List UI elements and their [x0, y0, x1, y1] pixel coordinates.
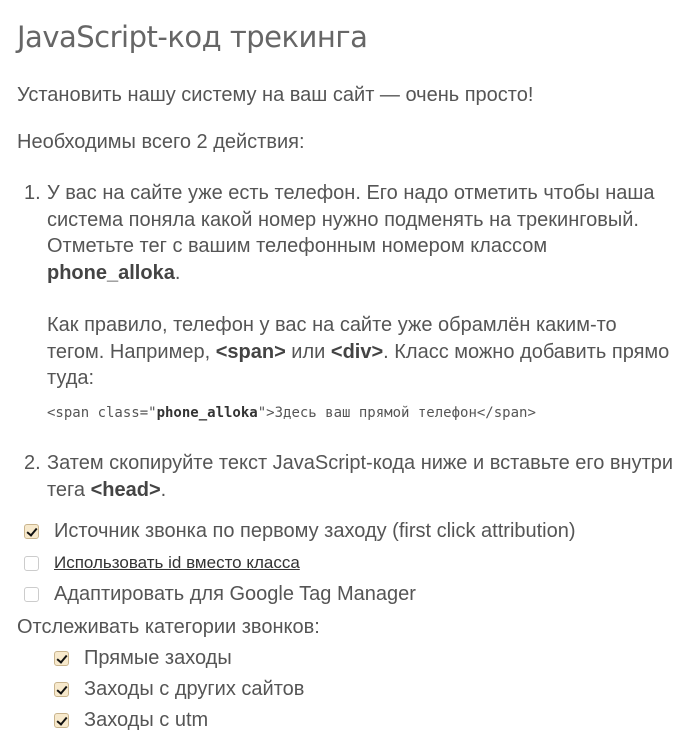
option-use-id[interactable] [24, 553, 300, 573]
category-referral[interactable]: Заходы с других сайтов [54, 678, 304, 701]
intro-text: Установить нашу систему на ваш сайт — очень просто! [17, 84, 534, 106]
step-1 [17, 180, 677, 426]
checkbox-first-click[interactable] [24, 524, 39, 539]
class-name: phone_alloka [47, 261, 175, 284]
option-first-click[interactable]: Источник звонка по первому заходу (first click attribution) [24, 520, 576, 543]
step-number: 2. [24, 452, 41, 474]
category-direct[interactable]: Прямые заходы [54, 647, 232, 670]
step-2-text: Затем скопируйте текст JavaScript-кода ниже и вставьте его внутри тега <head>. [47, 452, 674, 501]
checkbox-referral[interactable] [54, 682, 69, 697]
step-1-text: У вас на сайте уже есть телефон. Его надо отметить чтобы наша система поняла какой номер нужно подменять на трекинговый. Отметьте тег с вашим телефонным номером классом phone_alloka. [47, 182, 655, 284]
steps-lead: Необходимы всего 2 действия: [17, 131, 305, 153]
categories-label: Отслеживать категории звонков: [17, 616, 320, 638]
checkbox-gtm[interactable] [24, 587, 39, 602]
step-number: 1. [24, 182, 41, 204]
checkbox-utm[interactable] [54, 713, 69, 728]
use-id-link[interactable]: Использовать id вместо класса [54, 553, 300, 572]
code-example: <span class="phone_alloka">Здесь ваш прямой телефон</span> [47, 404, 536, 421]
category-utm[interactable]: Заходы с utm [54, 709, 208, 732]
step-2 [17, 450, 677, 503]
option-gtm[interactable]: Адаптировать для Google Tag Manager [24, 583, 416, 606]
step-1-note: Как правило, телефон у вас на сайте уже обрамлён каким-то тегом. Например, <span> или <div>. Класс можно добавить прямо туда: [47, 314, 670, 389]
checkbox-use-id[interactable] [24, 556, 39, 571]
page-title: JavaScript-код трекинга [17, 20, 368, 54]
steps-list [17, 180, 677, 503]
checkbox-direct[interactable] [54, 651, 69, 666]
